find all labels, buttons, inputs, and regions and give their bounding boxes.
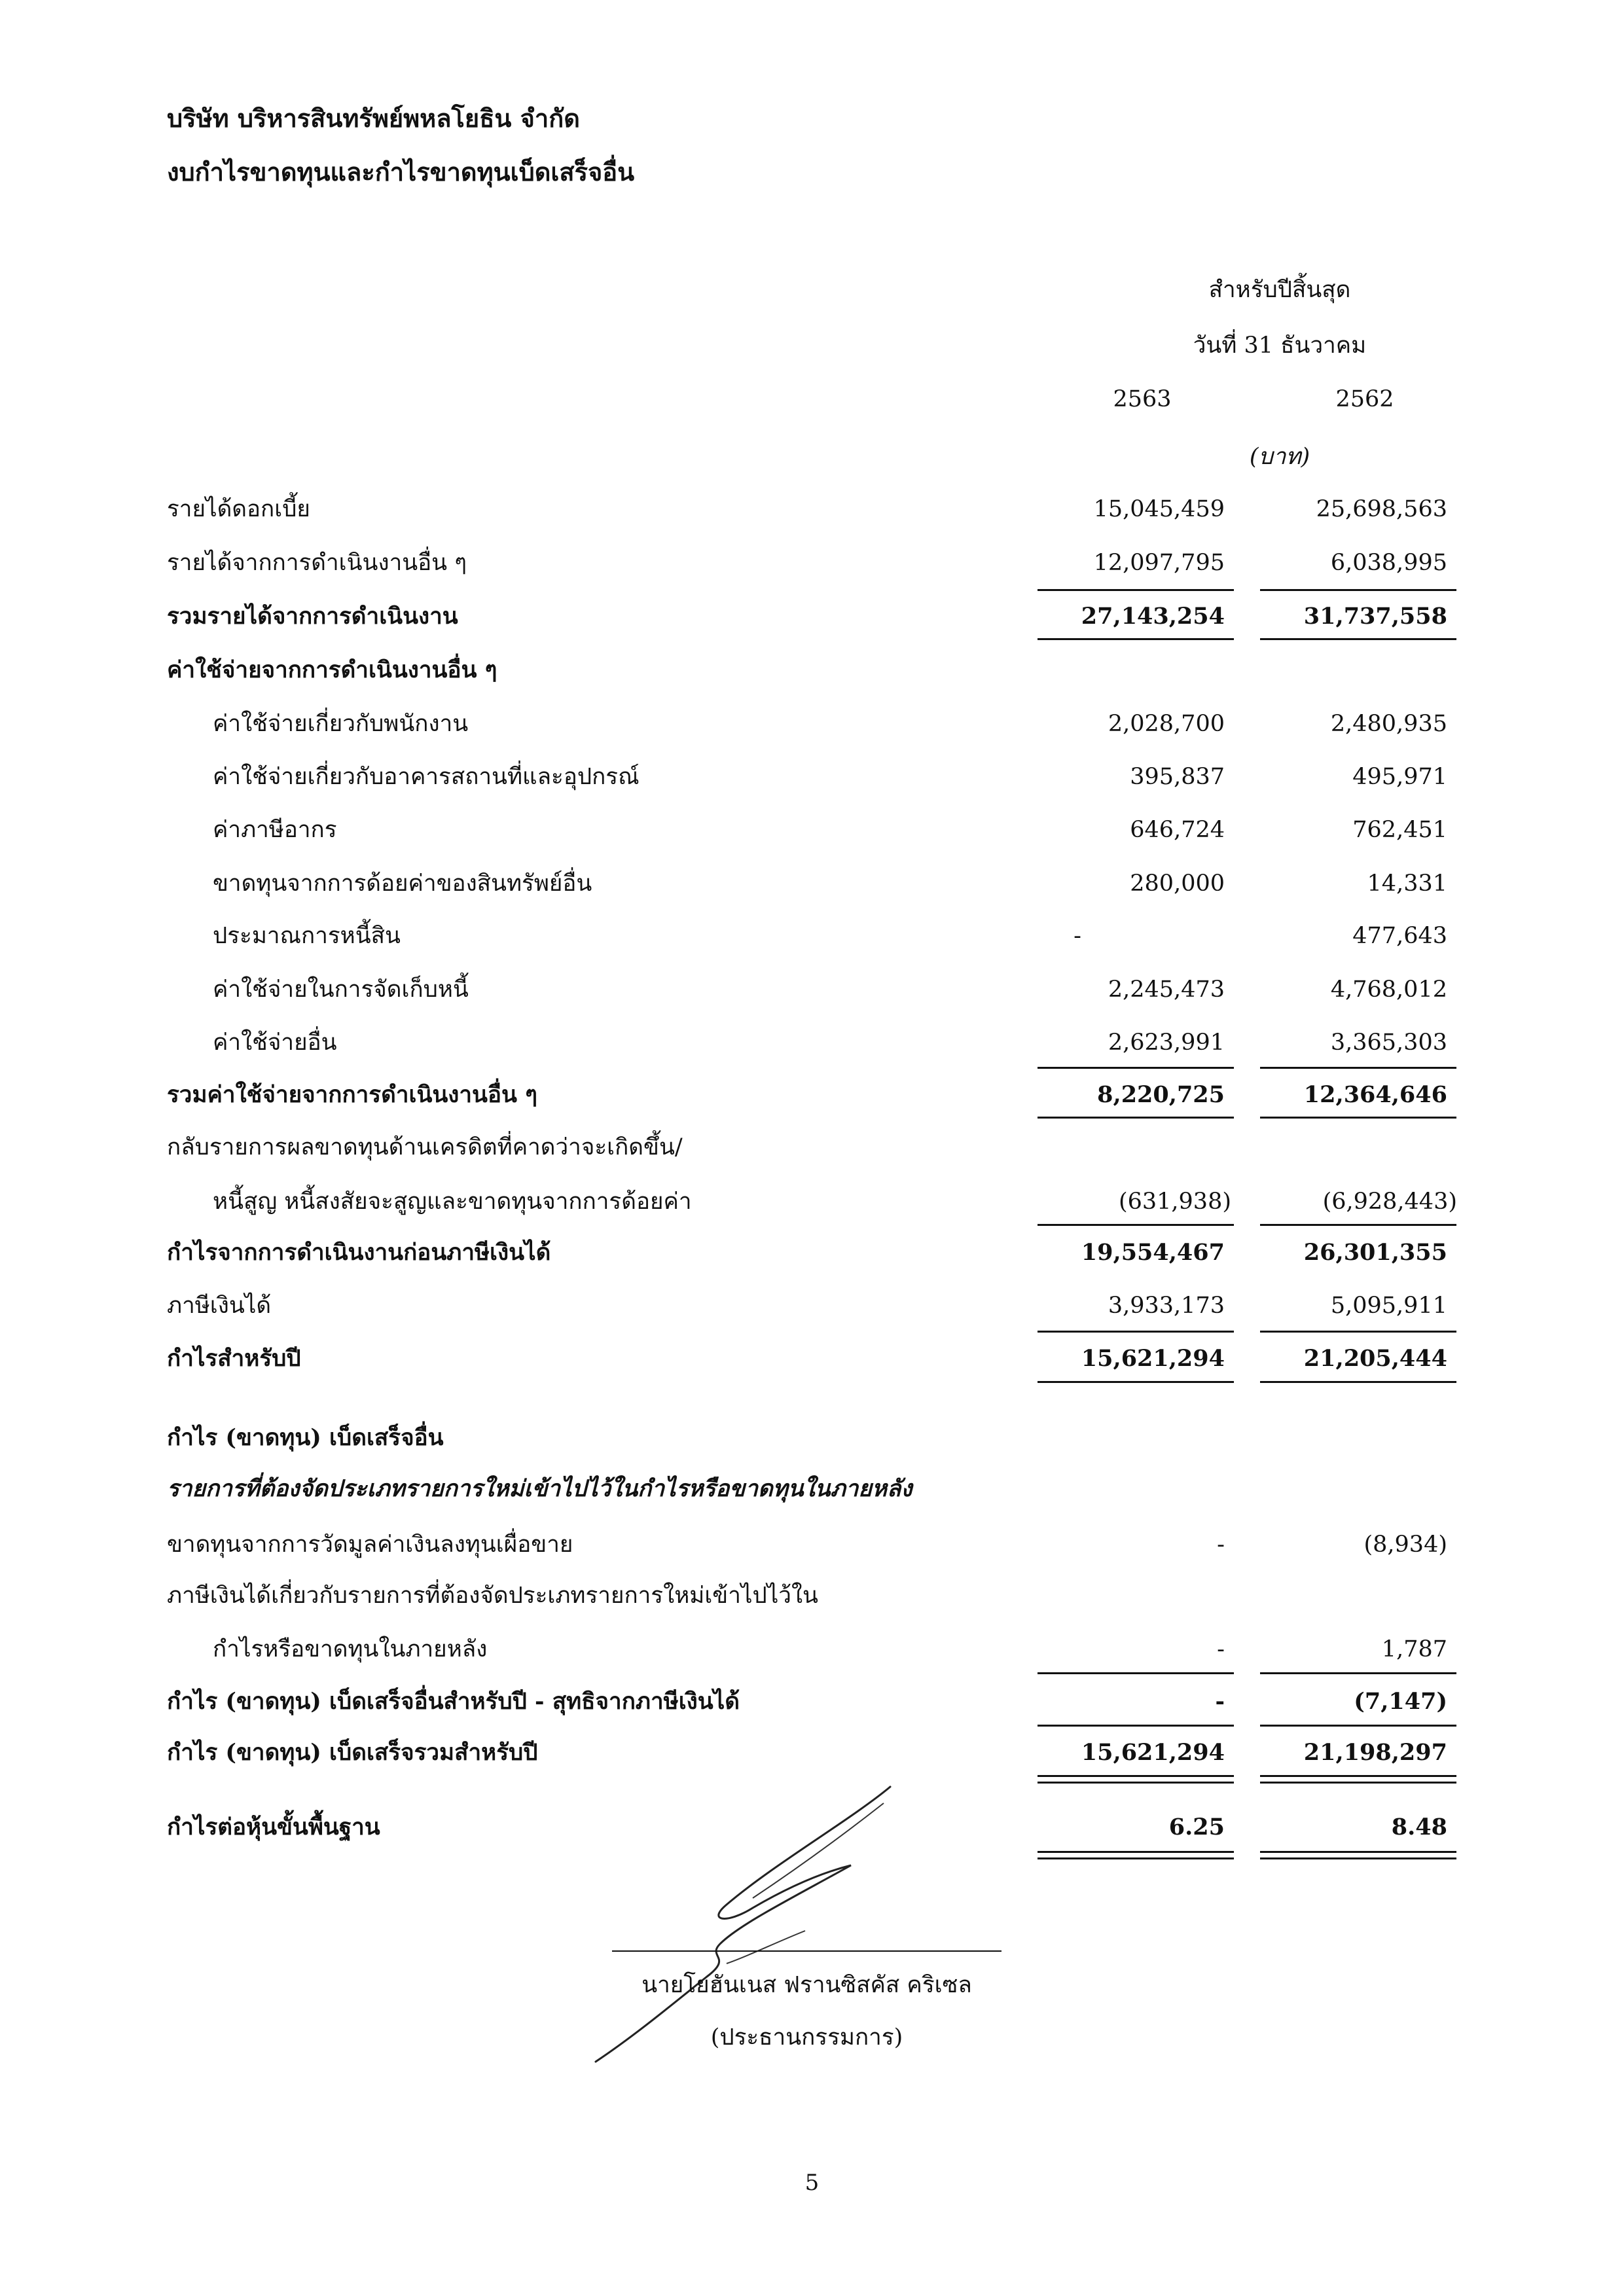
year-2563-header: 2563 bbox=[1113, 386, 1172, 412]
line-item bbox=[0, 1576, 1624, 1615]
double-rule bbox=[1260, 1782, 1456, 1784]
total-row bbox=[0, 1733, 1624, 1772]
line-item-label: กำไรจากการดำเนินงานก่อนภาษีเงินได้ bbox=[167, 1239, 551, 1266]
line-item-label: กลับรายการผลขาดทุนด้านเครดิตที่คาดว่าจะเกิดขึ้น/ bbox=[167, 1134, 683, 1160]
line-item-label: รวมรายได้จากการดำเนินงาน bbox=[167, 603, 458, 630]
subtotal-rule bbox=[1038, 1672, 1234, 1674]
value-2563: 2,028,700 bbox=[1108, 711, 1225, 737]
value-2562: 495,971 bbox=[1352, 764, 1447, 790]
subtotal-rule bbox=[1038, 589, 1234, 591]
value-2563: 2,245,473 bbox=[1108, 977, 1225, 1003]
value-2563: 15,621,294 bbox=[1081, 1345, 1225, 1372]
subtotal-rule bbox=[1038, 1224, 1234, 1226]
value-2563: 2,623,991 bbox=[1108, 1030, 1225, 1056]
value-2562: 8.48 bbox=[1391, 1814, 1447, 1840]
unit-label: (บาท) bbox=[1249, 444, 1310, 470]
total-row bbox=[0, 1075, 1624, 1115]
value-2562: 31,737,558 bbox=[1303, 603, 1447, 630]
line-item bbox=[0, 1630, 1624, 1669]
line-item-label: ค่าใช้จ่ายจากการดำเนินงานอื่น ๆ bbox=[167, 656, 497, 683]
line-item-label: กำไร (ขาดทุน) เบ็ดเสร็จรวมสำหรับปี bbox=[167, 1739, 538, 1766]
value-2563: 15,045,459 bbox=[1093, 496, 1225, 522]
value-2562: 477,643 bbox=[1352, 923, 1447, 949]
line-item-label: รายการที่ต้องจัดประเภทรายการใหม่เข้าไปไว้ในกำไรหรือขาดทุนในภายหลัง bbox=[167, 1475, 912, 1502]
subtotal-rule bbox=[1038, 1067, 1234, 1069]
value-2562: 25,698,563 bbox=[1316, 496, 1447, 522]
line-item-label: ประมาณการหนี้สิน bbox=[213, 923, 401, 949]
line-item-label: ค่าใช้จ่ายเกี่ยวกับอาคารสถานที่และอุปกรณ์ bbox=[213, 764, 640, 790]
line-item bbox=[0, 1525, 1624, 1564]
value-2562: 26,301,355 bbox=[1303, 1239, 1447, 1266]
value-2563: 280,000 bbox=[1130, 870, 1225, 897]
line-item-label: ค่าใช้จ่ายเกี่ยวกับพนักงาน bbox=[213, 711, 469, 737]
value-2562: 1,787 bbox=[1381, 1636, 1447, 1662]
line-item bbox=[0, 810, 1624, 850]
subtotal-rule bbox=[1038, 1117, 1234, 1119]
value-2563: - bbox=[1217, 1532, 1225, 1558]
line-item-label: ขาดทุนจากการวัดมูลค่าเงินลงทุนเผื่อขาย bbox=[167, 1532, 573, 1558]
period-line-1: สำหรับปีสิ้นสุด bbox=[1208, 277, 1351, 303]
value-2563: - bbox=[1074, 923, 1081, 949]
value-2563: 646,724 bbox=[1130, 817, 1225, 843]
subtotal-rule bbox=[1260, 638, 1456, 640]
value-2563: 8,220,725 bbox=[1097, 1081, 1225, 1108]
subtotal-rule bbox=[1260, 1381, 1456, 1383]
company-name: บริษัท บริหารสินทรัพย์พหลโยธิน จำกัด bbox=[167, 103, 580, 133]
line-item-label: ภาษีเงินได้ bbox=[167, 1293, 272, 1319]
signatory-name: นายโยฮันเนส ฟรานซิสคัส คริเซล bbox=[641, 1972, 972, 1998]
section-heading bbox=[0, 651, 1624, 690]
line-item bbox=[0, 864, 1624, 903]
value-2563: 15,621,294 bbox=[1081, 1739, 1225, 1766]
page-number: 5 bbox=[804, 2170, 820, 2196]
value-2562: 6,038,995 bbox=[1330, 550, 1447, 576]
line-item bbox=[0, 1128, 1624, 1167]
line-item bbox=[0, 1182, 1624, 1221]
line-item bbox=[0, 1023, 1624, 1062]
subtotal-rule bbox=[1260, 1672, 1456, 1674]
line-item bbox=[0, 704, 1624, 744]
total-row bbox=[0, 1233, 1624, 1272]
line-item-label: กำไรสำหรับปี bbox=[167, 1345, 301, 1372]
value-2562: (6,928,443) bbox=[1322, 1189, 1457, 1215]
total-row bbox=[0, 1339, 1624, 1378]
value-2562: (7,147) bbox=[1354, 1688, 1447, 1715]
line-item-label: รายได้ดอกเบี้ย bbox=[167, 496, 310, 522]
value-2563: 27,143,254 bbox=[1081, 603, 1225, 630]
line-item bbox=[0, 543, 1624, 583]
subtotal-rule bbox=[1260, 589, 1456, 591]
line-item bbox=[0, 490, 1624, 529]
year-2562-header: 2562 bbox=[1335, 386, 1394, 412]
value-2562: 3,365,303 bbox=[1330, 1030, 1447, 1056]
subtotal-rule bbox=[1260, 1224, 1456, 1226]
subtotal-rule bbox=[1038, 1331, 1234, 1333]
line-item-label: ภาษีเงินได้เกี่ยวกับรายการที่ต้องจัดประเภทรายการใหม่เข้าไปไว้ใน bbox=[167, 1583, 818, 1609]
subtotal-rule bbox=[1038, 1381, 1234, 1383]
value-2562: 21,205,444 bbox=[1303, 1345, 1447, 1372]
line-item bbox=[0, 757, 1624, 797]
double-rule bbox=[1038, 1857, 1234, 1859]
line-item-label: กำไรหรือขาดทุนในภายหลัง bbox=[213, 1636, 488, 1662]
value-2563: 19,554,467 bbox=[1081, 1239, 1225, 1266]
double-rule bbox=[1260, 1851, 1456, 1853]
double-rule bbox=[1260, 1775, 1456, 1777]
value-2563: - bbox=[1217, 1636, 1225, 1662]
line-item bbox=[0, 916, 1624, 956]
signatory-title: (ประธานกรรมการ) bbox=[710, 2024, 903, 2051]
value-2563: 3,933,173 bbox=[1108, 1293, 1225, 1319]
value-2562: (8,934) bbox=[1363, 1532, 1447, 1558]
subtotal-rule bbox=[1260, 1117, 1456, 1119]
line-item bbox=[0, 970, 1624, 1009]
statement-title: งบกำไรขาดทุนและกำไรขาดทุนเบ็ดเสร็จอื่น bbox=[167, 157, 635, 187]
subtotal-rule bbox=[1260, 1067, 1456, 1069]
subtotal-rule bbox=[1038, 1725, 1234, 1727]
double-rule bbox=[1038, 1782, 1234, 1784]
subtotal-rule bbox=[1038, 638, 1234, 640]
line-item-label: ค่าภาษีอากร bbox=[213, 817, 337, 843]
line-item-label: หนี้สูญ หนี้สงสัยจะสูญและขาดทุนจากการด้อยค่า bbox=[213, 1189, 692, 1215]
total-row bbox=[0, 597, 1624, 636]
line-item-label: รวมค่าใช้จ่ายจากการดำเนินงานอื่น ๆ bbox=[167, 1081, 537, 1108]
value-2563: - bbox=[1215, 1688, 1225, 1715]
subtotal-rule bbox=[1260, 1331, 1456, 1333]
value-2563: (631,938) bbox=[1118, 1189, 1231, 1215]
line-item-label: กำไร (ขาดทุน) เบ็ดเสร็จอื่นสำหรับปี - สุทธิจากภาษีเงินได้ bbox=[167, 1688, 740, 1715]
period-line-2: วันที่ 31 ธันวาคม bbox=[1193, 332, 1367, 359]
value-2562: 14,331 bbox=[1367, 870, 1447, 897]
value-2562: 4,768,012 bbox=[1330, 977, 1447, 1003]
subtotal-rule bbox=[1260, 1725, 1456, 1727]
double-rule bbox=[1038, 1851, 1234, 1853]
value-2562: 762,451 bbox=[1352, 817, 1447, 843]
value-2563: 12,097,795 bbox=[1093, 550, 1225, 576]
value-2562: 21,198,297 bbox=[1303, 1739, 1447, 1766]
section-subheading bbox=[0, 1469, 1624, 1509]
double-rule bbox=[1260, 1857, 1456, 1859]
signature-line bbox=[612, 1950, 1001, 1952]
total-row bbox=[0, 1682, 1624, 1721]
value-2563: 6.25 bbox=[1168, 1814, 1225, 1840]
value-2562: 5,095,911 bbox=[1330, 1293, 1447, 1319]
value-2563: 395,837 bbox=[1130, 764, 1225, 790]
line-item-label: ขาดทุนจากการด้อยค่าของสินทรัพย์อื่น bbox=[213, 870, 592, 897]
value-2562: 12,364,646 bbox=[1303, 1081, 1447, 1108]
line-item-label: ค่าใช้จ่ายในการจัดเก็บหนี้ bbox=[213, 977, 469, 1003]
line-item bbox=[0, 1286, 1624, 1325]
line-item-label: ค่าใช้จ่ายอื่น bbox=[213, 1030, 337, 1056]
double-rule bbox=[1038, 1775, 1234, 1777]
value-2562: 2,480,935 bbox=[1330, 711, 1447, 737]
line-item-label: กำไร (ขาดทุน) เบ็ดเสร็จอื่น bbox=[167, 1424, 444, 1451]
section-heading bbox=[0, 1418, 1624, 1458]
line-item-label: กำไรต่อหุ้นขั้นพื้นฐาน bbox=[167, 1814, 380, 1840]
line-item-label: รายได้จากการดำเนินงานอื่น ๆ bbox=[167, 550, 467, 576]
